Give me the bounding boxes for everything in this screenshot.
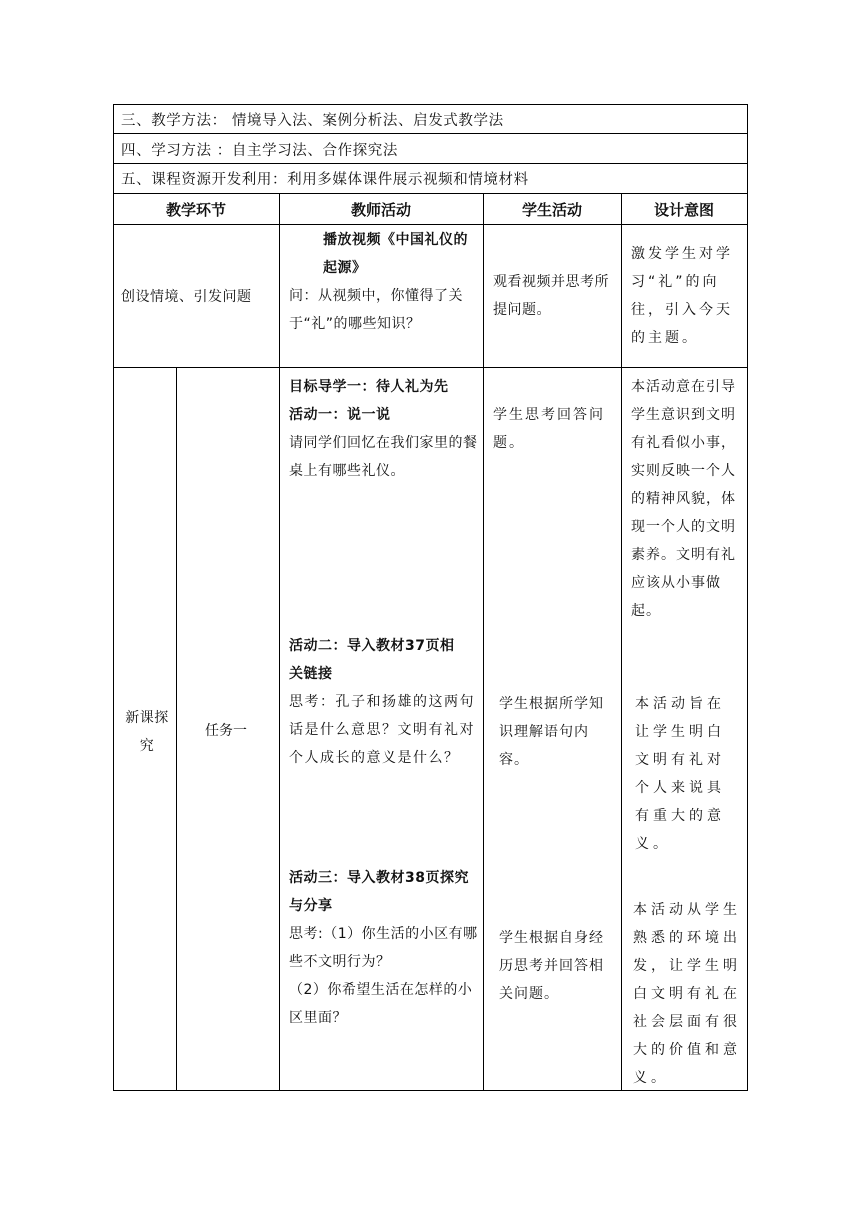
activity3-intent: 本活动从学生熟悉的环境出发，让学生明白文明有礼在社会层面有很大的价值和意义。 — [633, 902, 741, 1086]
activity3-student: 学生根据自身经历思考并回答相关问题。 — [499, 930, 604, 1002]
activity1-text: 请同学们回忆在我们家里的餐桌上有哪些礼仪。 — [289, 435, 478, 479]
activity3-q2: （2）你希望生活在怎样的小区里面？ — [289, 982, 473, 1026]
header-intent: 设计意图 — [653, 201, 714, 219]
activity3-q1: 思考:（1）你生活的小区有哪些不文明行为？ — [289, 926, 478, 970]
row1-teacher — [289, 226, 479, 338]
activity1-intent: 本活动意在引导学生意识到文明有礼看似小事，实则反映一个人的精神风貌，体现一个人的文明素养。文明有礼应该从小事做起。 — [631, 379, 736, 619]
header-teacher: 教师活动 — [350, 201, 411, 219]
row2-stage: 新课探究 — [125, 710, 169, 754]
row1-stage: 创设情境、引发问题 — [121, 289, 252, 305]
row1-student: 观看视频并思考所提问题。 — [493, 274, 609, 318]
row1-teacher-bold: 播放视频《中国礼仪的起源》 — [323, 232, 468, 276]
resource-row: 五、课程资源开发利用：利用多媒体课件展示视频和情境材料 — [121, 172, 529, 188]
teaching-method-row: 三、教学方法： 情境导入法、案例分析法、启发式教学法 — [121, 113, 504, 129]
activity2-student: 学生根据所学知识理解语句内容。 — [499, 696, 604, 768]
activity1-title: 活动一：说一说 — [289, 407, 391, 423]
goal-title: 目标导学一：待人礼为先 — [289, 379, 449, 395]
learning-method-row: 四、学习方法 ：自主学习法、合作探究法 — [121, 143, 399, 159]
row1-teacher-text: 问：从视频中，你懂得了关于“礼”的哪些知识？ — [289, 288, 463, 332]
activity2-text: 思考：孔子和扬雄的这两句话是什么意思？文明有礼对个人成长的意义是什么？ — [289, 694, 475, 766]
header-student: 学生活动 — [521, 201, 582, 219]
lesson-plan-table — [113, 104, 748, 1091]
activity2-intent: 本活动旨在让学生明白文明有礼对个人来说具有重大的意义。 — [635, 696, 725, 852]
row2-task: 任务一 — [205, 723, 247, 739]
activity2-title: 活动二：导入教材37页相关链接 — [289, 638, 455, 682]
header-stage: 教学环节 — [165, 201, 226, 219]
activity3-title: 活动三：导入教材38页探究与分享 — [289, 870, 469, 914]
row1-intent: 激发学生对学习“礼”的向往，引入今天的主题。 — [631, 246, 733, 346]
activity1-student: 学生思考回答问题。 — [493, 407, 605, 451]
